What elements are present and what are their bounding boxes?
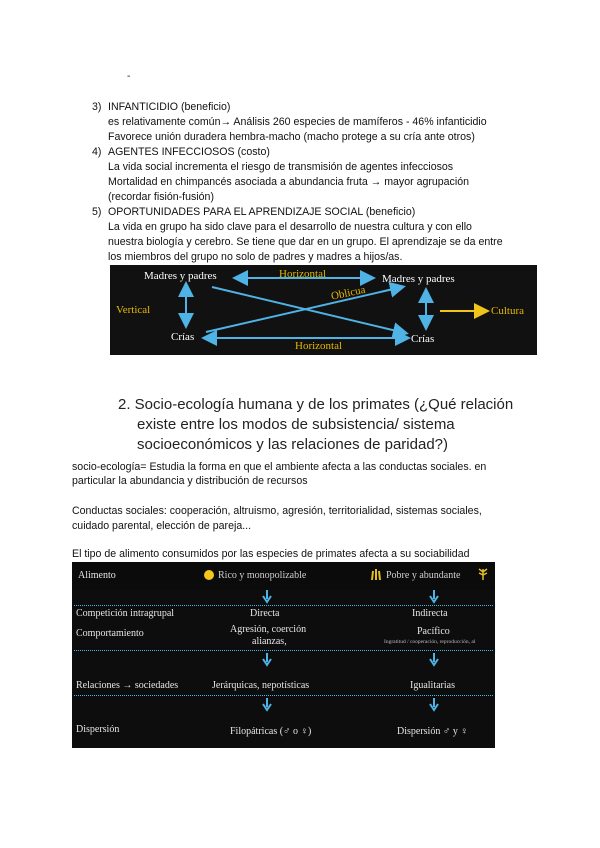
arrow-down-icon xyxy=(429,698,439,712)
transmission-diagram xyxy=(110,265,537,355)
behavior-label: Comportamiento xyxy=(76,628,144,639)
arrow-down-icon xyxy=(262,590,272,604)
food-sentence: El tipo de alimento consumidos por las especies de primates afecta a su sociabilidad xyxy=(72,548,470,560)
label-oblique: Oblicua xyxy=(330,283,367,303)
label-parents-right: Madres y padres xyxy=(382,273,455,285)
label-vertical: Vertical xyxy=(116,304,151,316)
behavior-col1-line2: alianzas, xyxy=(252,636,287,647)
section-heading-line: 2. Socio-ecología humana y de los primates (¿Qué relación xyxy=(118,396,514,413)
bullet-dash: - xyxy=(127,71,131,82)
list-item-line: Favorece unión duradera hembra-macho (macho protege a su cría ante otros) xyxy=(108,131,475,143)
header-col1: Rico y monopolizable xyxy=(218,570,307,581)
behavior-col1-line1: Agresión, coerción xyxy=(230,624,307,635)
behavior-col2: Pacífico xyxy=(417,626,450,637)
competition-col2: Indirecta xyxy=(412,608,448,619)
section-heading-line: socioeconómicos y las relaciones de paridad?) xyxy=(137,436,449,453)
arrow-down-icon xyxy=(262,698,272,712)
list-number: 5) xyxy=(92,206,102,218)
list-item-line: nuestra biología y cerebro. Se tiene que dar en un grupo. El aprendizaje se da entre xyxy=(108,236,503,248)
behaviors-line: Conductas sociales: cooperación, altruismo, agresión, territorialidad, sistemas sociales, xyxy=(72,505,482,517)
definition-line: particular la abundancia y distribución de recursos xyxy=(72,475,308,487)
dispersal-col2: Dispersión ♂ y ♀ xyxy=(397,726,468,737)
list-number: 3) xyxy=(92,101,102,113)
label-horizontal-top: Horizontal xyxy=(279,268,327,280)
arrow-down-icon xyxy=(429,653,439,667)
competition-col1: Directa xyxy=(250,608,280,619)
list-item-title: INFANTICIDIO (beneficio) xyxy=(108,101,231,113)
relations-col2: Igualitarias xyxy=(410,680,455,691)
label-horizontal-bottom: Horizontal xyxy=(295,340,343,352)
list-item-line: los miembros del grupo no solo de padres y madres a hijos/as. xyxy=(108,251,403,263)
list-item-title: OPORTUNIDADES PARA EL APRENDIZAJE SOCIAL (beneficio) xyxy=(108,206,416,218)
competition-label: Competición intragrupal xyxy=(76,608,175,619)
behaviors-line: cuidado parental, elección de pareja... xyxy=(72,520,252,532)
dispersal-col1: Filopátricas (♂ o ♀) xyxy=(230,726,312,737)
section-heading-line: existe entre los modos de subsistencia/ sistema xyxy=(137,416,455,433)
definition-line: socio-ecología= Estudia la forma en que el ambiente afecta a las conductas sociales. en xyxy=(72,461,487,473)
list-item-line: (recordar fisión-fusión) xyxy=(108,191,214,203)
behavior-col2-sub: Ingratitud / cooperación, reproducción, al xyxy=(384,639,476,645)
relations-col1: Jerárquicas, nepotísticas xyxy=(212,680,310,691)
leaves-icon xyxy=(370,567,382,579)
list-item-line: Mortalidad en chimpancés asociada a abundancia fruta → mayor agrupación xyxy=(108,176,469,188)
arrow-down-icon xyxy=(262,653,272,667)
row-divider xyxy=(74,605,493,606)
label-offspring-right: Crías xyxy=(411,333,435,345)
dispersal-label: Dispersión xyxy=(76,724,120,735)
header-col2: Pobre y abundante xyxy=(386,570,461,581)
label-parents-left: Madres y padres xyxy=(144,270,217,282)
label-culture: Cultura xyxy=(491,305,524,317)
row-divider xyxy=(74,695,493,696)
fruit-icon xyxy=(204,570,214,580)
list-item-line: La vida en grupo ha sido clave para el desarrollo de nuestra cultura y con ello xyxy=(108,221,472,233)
socioecology-table xyxy=(72,562,495,748)
plant-icon xyxy=(477,566,489,580)
list-item-line: La vida social incrementa el riesgo de transmisión de agentes infecciosos xyxy=(108,161,454,173)
list-number: 4) xyxy=(92,146,102,158)
label-offspring-left: Crías xyxy=(171,331,195,343)
relations-label: Relaciones → sociedades xyxy=(76,680,179,691)
arrow-down-icon xyxy=(429,590,439,604)
header-label: Alimento xyxy=(78,570,116,581)
list-item-title: AGENTES INFECCIOSOS (costo) xyxy=(108,146,270,158)
row-divider xyxy=(74,650,493,651)
list-item-line: es relativamente común→ Análisis 260 especies de mamíferos - 46% infanticidio xyxy=(108,116,487,128)
